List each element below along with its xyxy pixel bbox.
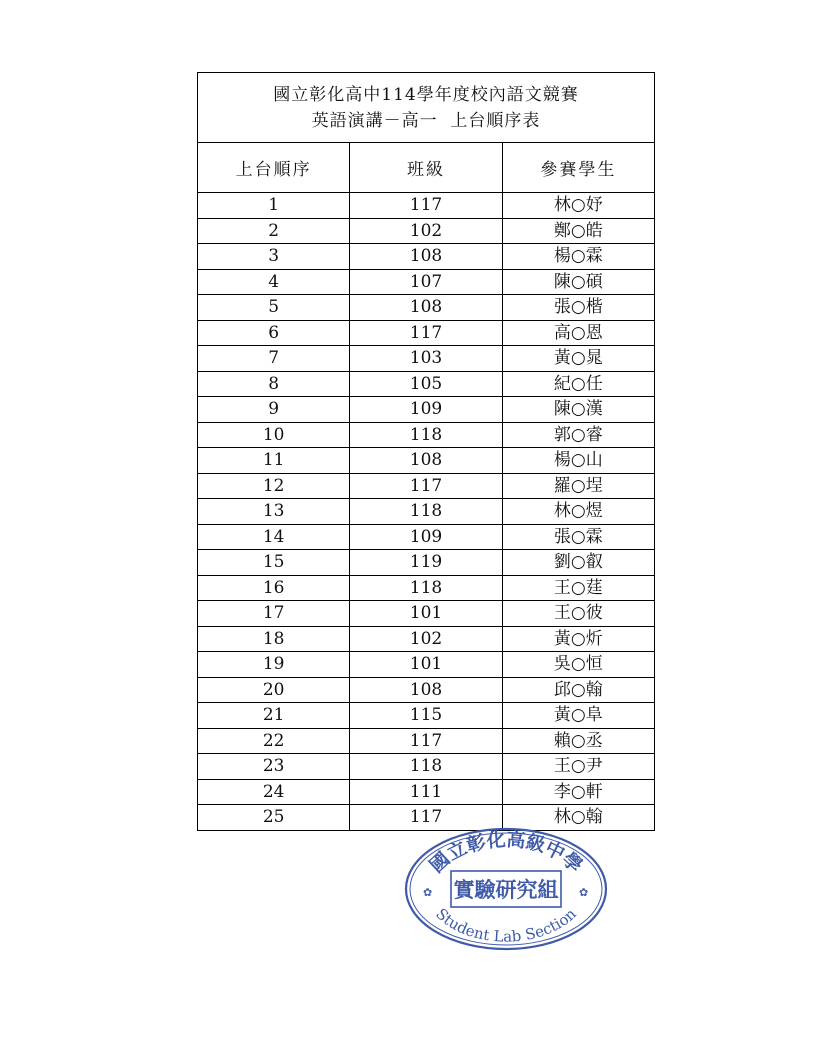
speaking-order-table [198, 143, 654, 830]
cell-order: 4 [198, 269, 350, 295]
cell-class: 102 [350, 626, 502, 652]
table-row [198, 779, 654, 805]
seal-center-text: 實驗研究組 [453, 877, 559, 902]
table-row [198, 550, 654, 576]
cell-class: 118 [350, 575, 502, 601]
cell-class: 119 [350, 550, 502, 576]
cell-student: 林○妤 [502, 193, 654, 219]
cell-student: 吳○恒 [502, 652, 654, 678]
table-row [198, 295, 654, 321]
cell-class: 105 [350, 371, 502, 397]
cell-class: 117 [350, 473, 502, 499]
cell-class: 118 [350, 499, 502, 525]
cell-student: 邱○翰 [502, 677, 654, 703]
header-student: 參賽學生 [502, 143, 654, 193]
cell-order: 24 [198, 779, 350, 805]
cell-student: 紀○任 [502, 371, 654, 397]
cell-student: 李○軒 [502, 779, 654, 805]
table-row [198, 371, 654, 397]
title-line-2: 英語演講－高一 上台順序表 [311, 110, 541, 131]
cell-class: 108 [350, 448, 502, 474]
cell-class: 117 [350, 193, 502, 219]
cell-order: 12 [198, 473, 350, 499]
cell-student: 羅○埕 [502, 473, 654, 499]
cell-student: 張○楷 [502, 295, 654, 321]
cell-class: 117 [350, 728, 502, 754]
cell-student: 陳○碩 [502, 269, 654, 295]
cell-student: 劉○叡 [502, 550, 654, 576]
cell-order: 23 [198, 754, 350, 780]
cell-student: 王○彼 [502, 601, 654, 627]
table-row [198, 575, 654, 601]
cell-class: 108 [350, 677, 502, 703]
cell-student: 黃○阜 [502, 703, 654, 729]
cell-order: 21 [198, 703, 350, 729]
table-row [198, 397, 654, 423]
cell-class: 118 [350, 422, 502, 448]
seal-top-text: 國立彰化高級中學 [425, 828, 587, 878]
cell-order: 2 [198, 218, 350, 244]
table-row [198, 703, 654, 729]
title-line-1: 國立彰化高中114學年度校內語文競賽 [273, 84, 579, 105]
table-row [198, 193, 654, 219]
table-row [198, 448, 654, 474]
cell-class: 108 [350, 295, 502, 321]
table-row [198, 524, 654, 550]
table-row [198, 244, 654, 270]
order-table-container [197, 72, 655, 831]
cell-class: 109 [350, 524, 502, 550]
cell-student: 高○恩 [502, 320, 654, 346]
cell-order: 3 [198, 244, 350, 270]
table-row [198, 728, 654, 754]
cell-class: 103 [350, 346, 502, 372]
table-row [198, 422, 654, 448]
cell-order: 8 [198, 371, 350, 397]
table-row [198, 626, 654, 652]
cell-order: 25 [198, 805, 350, 830]
cell-student: 林○翰 [553, 807, 603, 828]
cell-class: 107 [350, 269, 502, 295]
cell-student: 林○煜 [502, 499, 654, 525]
cell-class: 109 [350, 397, 502, 423]
cell-class: 118 [350, 754, 502, 780]
cell-student: 鄭○皓 [502, 218, 654, 244]
table-row [198, 677, 654, 703]
cell-student: 王○尹 [502, 754, 654, 780]
cell-order: 16 [198, 575, 350, 601]
cell-order: 14 [198, 524, 350, 550]
table-title-block [198, 73, 654, 143]
cell-student: 黃○炘 [502, 626, 654, 652]
cell-order: 13 [198, 499, 350, 525]
cell-order: 15 [198, 550, 350, 576]
cell-order: 20 [198, 677, 350, 703]
cell-order: 18 [198, 626, 350, 652]
cell-order: 9 [198, 397, 350, 423]
cell-class: 115 [350, 703, 502, 729]
cell-order: 6 [198, 320, 350, 346]
table-row [198, 754, 654, 780]
cell-order: 1 [198, 193, 350, 219]
cell-class: 111 [350, 779, 502, 805]
cell-class: 117 [350, 805, 502, 830]
table-row [198, 601, 654, 627]
cell-student: 陳○漢 [502, 397, 654, 423]
cell-student: 王○莛 [502, 575, 654, 601]
lab-section-seal [403, 826, 608, 952]
table-row [198, 473, 654, 499]
cell-class: 117 [350, 320, 502, 346]
cell-student: 楊○山 [502, 448, 654, 474]
cell-student: 張○霖 [502, 524, 654, 550]
table-row [198, 652, 654, 678]
cell-class: 102 [350, 218, 502, 244]
cell-order: 10 [198, 422, 350, 448]
table-row [198, 218, 654, 244]
cell-order: 22 [198, 728, 350, 754]
seal-flower-right: ✿ [579, 886, 589, 899]
cell-order: 5 [198, 295, 350, 321]
header-row [198, 143, 654, 193]
seal-flower-left: ✿ [423, 886, 433, 899]
cell-class: 101 [350, 601, 502, 627]
header-order: 上台順序 [198, 143, 350, 193]
table-row [198, 346, 654, 372]
table-body [198, 193, 654, 830]
table-row [198, 499, 654, 525]
cell-order: 11 [198, 448, 350, 474]
cell-order: 17 [198, 601, 350, 627]
cell-order: 19 [198, 652, 350, 678]
cell-student: 黃○晁 [502, 346, 654, 372]
cell-class: 101 [350, 652, 502, 678]
cell-student: 楊○霖 [502, 244, 654, 270]
cell-class: 108 [350, 244, 502, 270]
table-row [198, 269, 654, 295]
cell-student: 郭○睿 [502, 422, 654, 448]
seal-bottom-text: Student Lab Section [432, 904, 580, 946]
cell-student: 賴○丞 [502, 728, 654, 754]
table-row [198, 320, 654, 346]
header-class: 班級 [350, 143, 502, 193]
cell-order: 7 [198, 346, 350, 372]
